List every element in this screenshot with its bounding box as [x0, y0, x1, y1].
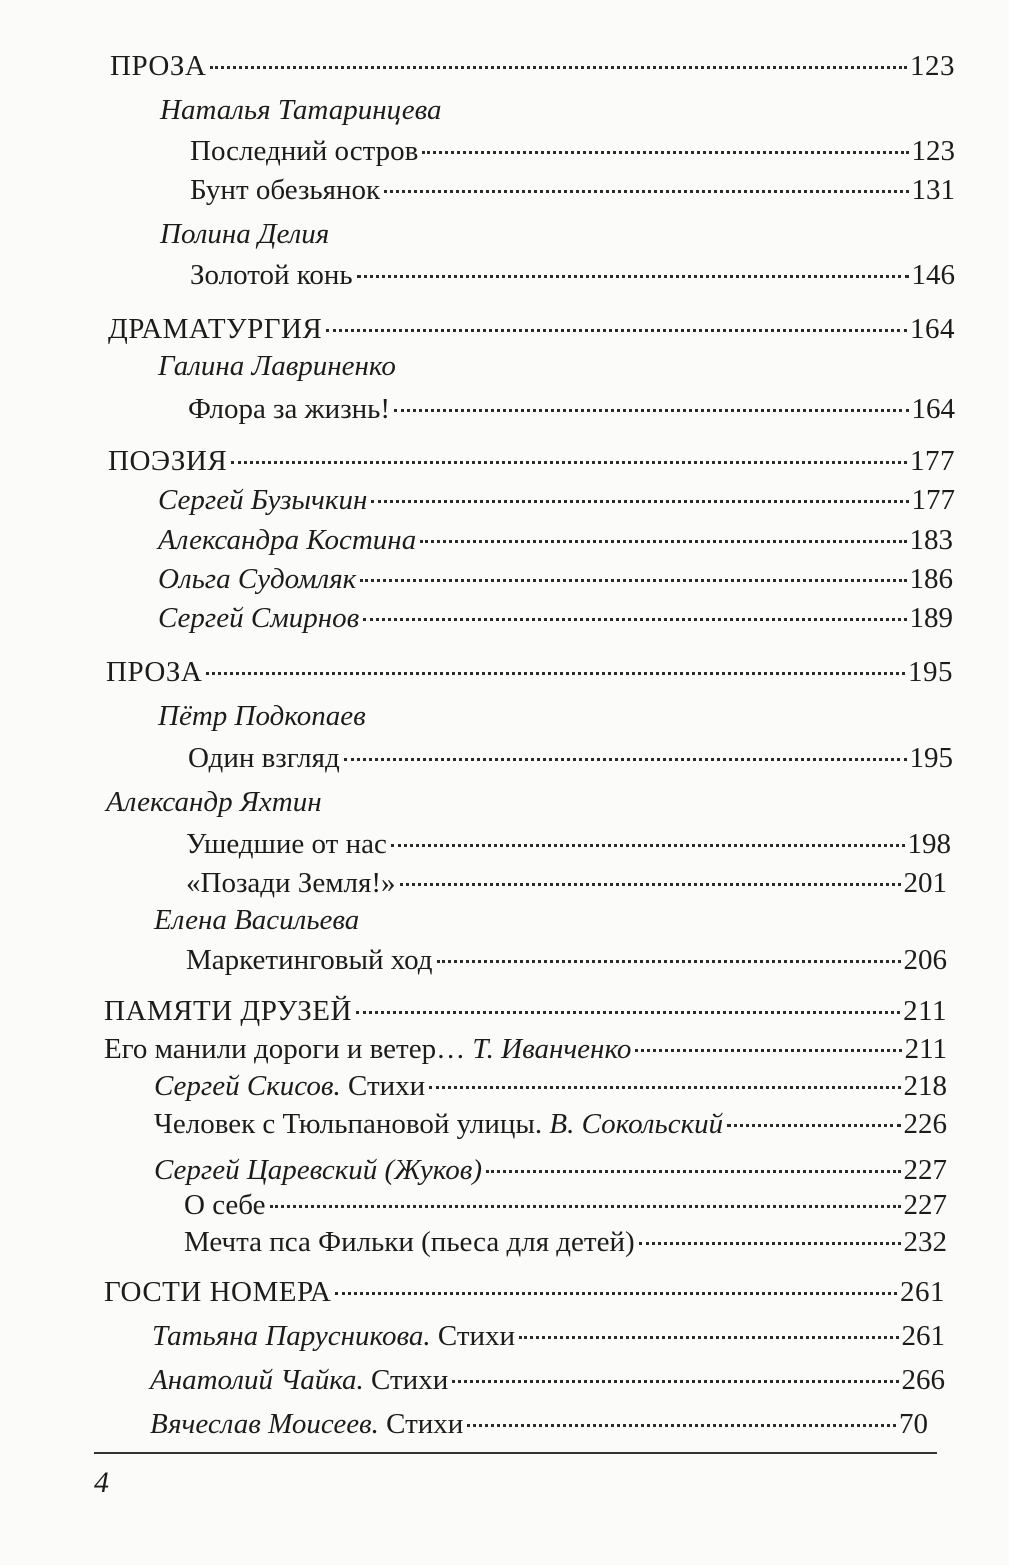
- toc-entry-pamyati: [104, 993, 947, 1029]
- section-title: ПОЭЗИЯ: [108, 445, 228, 477]
- dot-leader: [452, 1380, 898, 1383]
- entry-title-text: Человек с Тюльпановой улицы.: [154, 1108, 550, 1140]
- entry-title: Последний остров: [190, 135, 419, 167]
- page-number: 211: [904, 1033, 947, 1065]
- page-number: 195: [909, 742, 953, 774]
- toc-entry-gosti: [104, 1274, 945, 1310]
- toc-entry: [158, 482, 955, 518]
- author-name: Елена Васильева: [154, 904, 360, 936]
- page-number: 198: [907, 828, 951, 860]
- page-number: 186: [909, 563, 953, 595]
- toc-entry: [154, 1106, 947, 1142]
- entry-suffix: Стихи: [363, 1364, 449, 1396]
- entry-author: Сергей Скисов.: [154, 1070, 341, 1102]
- author-name: Александр Яхтин: [106, 786, 322, 818]
- author-name: Галина Лавриненко: [158, 350, 396, 382]
- page-number: 131: [911, 174, 955, 206]
- author-name: Полина Делия: [160, 218, 330, 250]
- section-title: ПРОЗА: [106, 656, 203, 688]
- entry-suffix: Стихи: [340, 1070, 426, 1102]
- toc-entry: [154, 1068, 947, 1104]
- author-name: Ольга Судомляк: [158, 563, 357, 595]
- page-number: 232: [903, 1226, 947, 1258]
- page-number: 177: [910, 445, 955, 477]
- entry-title: [150, 1406, 463, 1442]
- dot-leader: [437, 960, 901, 963]
- dot-leader: [206, 672, 905, 675]
- page-number: 183: [909, 524, 953, 556]
- dot-leader: [344, 758, 907, 761]
- toc-entry: [158, 561, 953, 597]
- entry-title: Бунт обезьянок: [190, 174, 381, 206]
- entry-title-text: Его манили дороги и ветер…: [104, 1033, 473, 1065]
- dot-leader: [326, 329, 907, 332]
- section-title: ДРАМАТУРГИЯ: [108, 313, 323, 345]
- page-number: 177: [911, 484, 955, 516]
- toc-entry: [188, 391, 955, 427]
- dot-leader: [727, 1124, 900, 1127]
- toc-entry: [190, 172, 955, 208]
- page-number: 195: [908, 656, 953, 688]
- entry-title: [154, 1068, 425, 1104]
- dot-leader: [635, 1049, 901, 1052]
- entry-title: [152, 1318, 515, 1354]
- dot-leader: [467, 1424, 896, 1427]
- entry-suffix: Стихи: [378, 1408, 464, 1440]
- dot-leader: [363, 618, 906, 621]
- toc-entry: [150, 1406, 928, 1442]
- page-number: 227: [903, 1154, 947, 1186]
- page-number: 206: [903, 944, 947, 976]
- dot-leader: [394, 409, 908, 412]
- dot-leader: [422, 151, 908, 154]
- author-name: Александра Костина: [158, 524, 417, 556]
- dot-leader: [519, 1336, 898, 1339]
- toc-entry: [158, 600, 953, 636]
- page-number: 70: [899, 1408, 928, 1440]
- entry-title: [154, 1106, 723, 1142]
- entry-title: «Позади Земля!»: [186, 867, 396, 899]
- author-name: Сергей Царевский (Жуков): [154, 1154, 482, 1186]
- toc-entry: [154, 1152, 947, 1188]
- toc-entry: [104, 1031, 947, 1067]
- entry-title: Мечта пса Фильки (пьеса для детей): [184, 1226, 635, 1258]
- toc-entry-dramaturgiya: [108, 311, 955, 347]
- page-number: 226: [903, 1108, 947, 1140]
- entry-author: Вячеслав Моисеев.: [150, 1408, 379, 1440]
- author-heading: [154, 902, 359, 938]
- entry-title: Флора за жизнь!: [188, 393, 391, 425]
- dot-leader: [400, 883, 901, 886]
- author-name: Наталья Татаринцева: [160, 94, 442, 126]
- dot-leader: [384, 190, 908, 193]
- entry-author: В. Сокольский: [549, 1108, 724, 1140]
- toc-entry: [186, 942, 947, 978]
- entry-title: Золотой конь: [190, 259, 353, 291]
- toc-entry: [186, 865, 947, 901]
- dot-leader: [486, 1170, 901, 1173]
- dot-leader: [270, 1205, 901, 1208]
- dot-leader: [357, 275, 909, 278]
- dot-leader: [420, 540, 906, 543]
- page-number: 227: [903, 1189, 947, 1221]
- page-number: 164: [911, 393, 955, 425]
- dot-leader: [391, 844, 905, 847]
- toc-entry-poeziya: [108, 443, 955, 479]
- entry-suffix: Стихи: [430, 1320, 516, 1352]
- footer-rule: [94, 1452, 937, 1454]
- page-number: 211: [903, 995, 947, 1027]
- page-number: 146: [911, 259, 955, 291]
- toc-entry: [190, 257, 955, 293]
- entry-title: Маркетинговый ход: [186, 944, 433, 976]
- entry-title: О себе: [184, 1189, 266, 1221]
- toc-entry: [190, 133, 955, 169]
- toc-entry: [150, 1362, 945, 1398]
- entry-author: Анатолий Чайка.: [150, 1364, 364, 1396]
- toc-entry-proza-1: [110, 48, 955, 84]
- toc-entry: [158, 522, 953, 558]
- toc-entry-proza-2: [106, 654, 953, 690]
- author-heading: [160, 92, 442, 128]
- entry-title: Ушедшие от нас: [186, 828, 387, 860]
- page-number: 266: [901, 1364, 945, 1396]
- section-title: ПАМЯТИ ДРУЗЕЙ: [104, 995, 352, 1027]
- page-number: 123: [910, 50, 955, 82]
- dot-leader: [371, 500, 908, 503]
- author-name: Сергей Бузычкин: [158, 484, 368, 516]
- dot-leader: [335, 1292, 897, 1295]
- author-name: Пётр Подкопаев: [158, 700, 366, 732]
- dot-leader: [231, 461, 907, 464]
- dot-leader: [360, 579, 906, 582]
- toc-entry: [152, 1318, 945, 1354]
- dot-leader: [429, 1086, 900, 1089]
- toc-entry: [188, 740, 953, 776]
- dot-leader: [639, 1242, 901, 1245]
- entry-author: Т. Иванченко: [472, 1033, 632, 1065]
- entry-author: Татьяна Парусникова.: [152, 1320, 431, 1352]
- section-title: ГОСТИ НОМЕРА: [104, 1276, 332, 1308]
- page-number: 164: [910, 313, 955, 345]
- page-number: 201: [903, 867, 947, 899]
- author-heading: [158, 348, 396, 384]
- toc-entry: [184, 1224, 947, 1260]
- entry-title: Один взгляд: [188, 742, 340, 774]
- toc-entry: [186, 826, 951, 862]
- page-number: 218: [903, 1070, 947, 1102]
- toc-entry: [184, 1187, 947, 1223]
- dot-leader: [210, 66, 907, 69]
- page-number: 123: [911, 135, 955, 167]
- page-folio: 4: [94, 1466, 109, 1499]
- entry-title: [104, 1031, 631, 1067]
- author-name: Сергей Смирнов: [158, 602, 360, 634]
- section-title: ПРОЗА: [110, 50, 207, 82]
- page-number: 189: [909, 602, 953, 634]
- entry-title: [150, 1362, 448, 1398]
- author-heading: [106, 784, 322, 820]
- author-heading: [160, 216, 329, 252]
- page-number: 261: [900, 1276, 945, 1308]
- page-number: 261: [901, 1320, 945, 1352]
- author-heading: [158, 698, 366, 734]
- dot-leader: [356, 1011, 900, 1014]
